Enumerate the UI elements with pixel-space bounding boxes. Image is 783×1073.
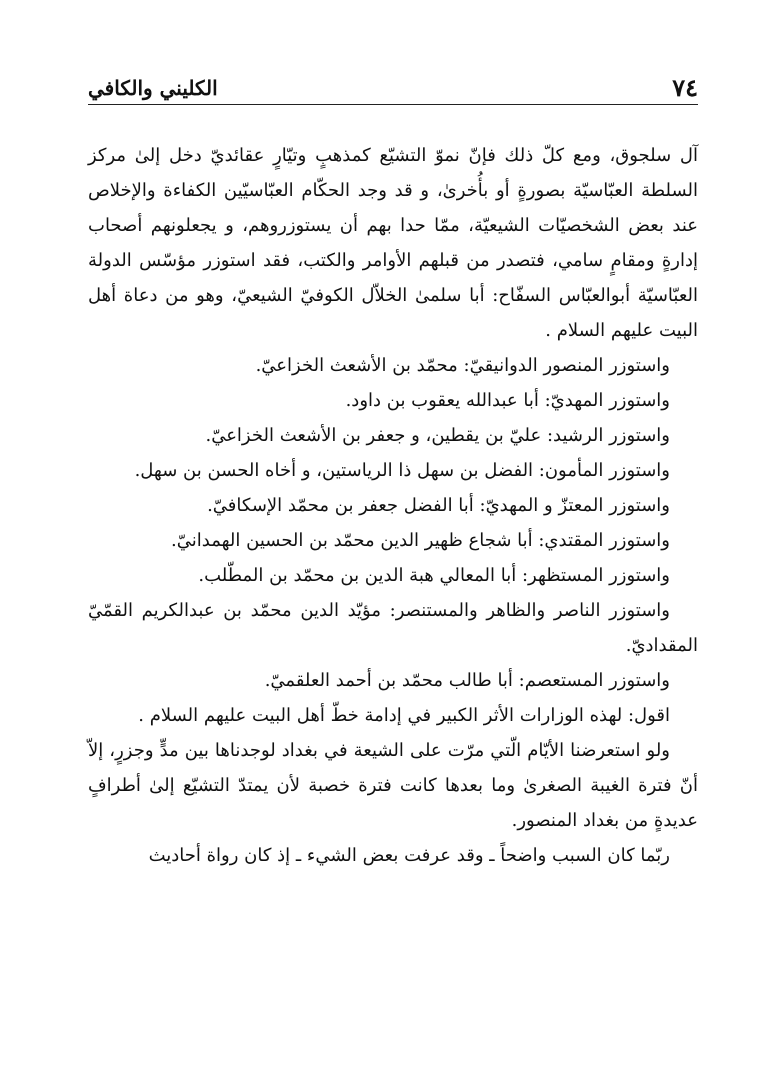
paragraph: واستوزر المهديّ: أبا عبدالله يعقوب بن داود. bbox=[345, 390, 670, 411]
paragraph: ربّما كان السبب واضحاً ـ وقد عرفت بعض الشيء ـ إذ كان رواة أحاديث bbox=[148, 845, 670, 866]
running-title: الكليني والكافي bbox=[88, 76, 218, 100]
paragraph: واستوزر المستعصم: أبا طالب محمّد بن أحمد العلقميّ. bbox=[264, 670, 670, 691]
paragraph: واستوزر المنصور الدوانيقيّ: محمّد بن الأشعث الخزاعيّ. bbox=[255, 355, 670, 376]
page-number: ٧٤ bbox=[672, 73, 698, 102]
paragraph: اقول: لهذه الوزارات الأثر الكبير في إدامة خطّ أهل البيت عليهم السلام . bbox=[138, 705, 670, 726]
page-header bbox=[88, 62, 698, 102]
paragraph: ولو استعرضنا الأيّام الّتي مرّت على الشيعة في بغداد لوجدناها بين مدٍّ وجزرٍ، إلاّ أنّ فترة الغيبة الصغرىٰ وما بعدها كانت فترة خصبة لأن يمتدّ التشيّع إلىٰ أطرافٍ عديدةٍ من بغداد المنصور. bbox=[88, 740, 699, 831]
paragraph: آل سلجوق، ومع كلّ ذلك فإنّ نموّ التشيّع كمذهبٍ وتيّارٍ عقائديّ دخل إلىٰ مركز السلطة العبّاسيّة بصورةٍ أو بأُخرىٰ، و قد وجد الحكّام العبّاسيّين الكفاءة والإخلاص عند بعض الشخصيّات الشيعيّة، ممّا حدا بهم أن يستوزروهم، و يجعلونهم أصحاب إدارةٍ ومقامٍ سامي، فتصدر من قبلهم الأوامر والكتب، فقد استوزر مؤسّس الدولة العبّاسيّة أبوالعبّاس السفّاح: أبا سلمىٰ الخلاّل الكوفيّ الشيعيّ، وهو من دعاة أهل البيت عليهم السلام . bbox=[88, 145, 698, 341]
paragraph: واستوزر المستظهر: أبا المعالي هبة الدين بن محمّد بن المطّلب. bbox=[198, 565, 670, 586]
paragraph: واستوزر الرشيد: عليّ بن يقطين، و جعفر بن الأشعث الخزاعيّ. bbox=[205, 425, 670, 446]
paragraph: واستوزر المأمون: الفضل بن سهل ذا الرياستين، و أخاه الحسن بن سهل. bbox=[134, 460, 670, 481]
paragraph: واستوزر المعتزّ و المهديّ: أبا الفضل جعفر بن محمّد الإسكافيّ. bbox=[207, 495, 670, 516]
paragraph: واستوزر الناصر والظاهر والمستنصر: مؤيّد الدين محمّد بن عبدالكريم القمّيّ المقداديّ. bbox=[88, 600, 698, 656]
page-body bbox=[88, 138, 698, 873]
header-rule bbox=[88, 104, 698, 105]
paragraph: واستوزر المقتدي: أبا شجاع ظهير الدين محمّد بن الحسين الهمدانيّ. bbox=[171, 530, 670, 551]
